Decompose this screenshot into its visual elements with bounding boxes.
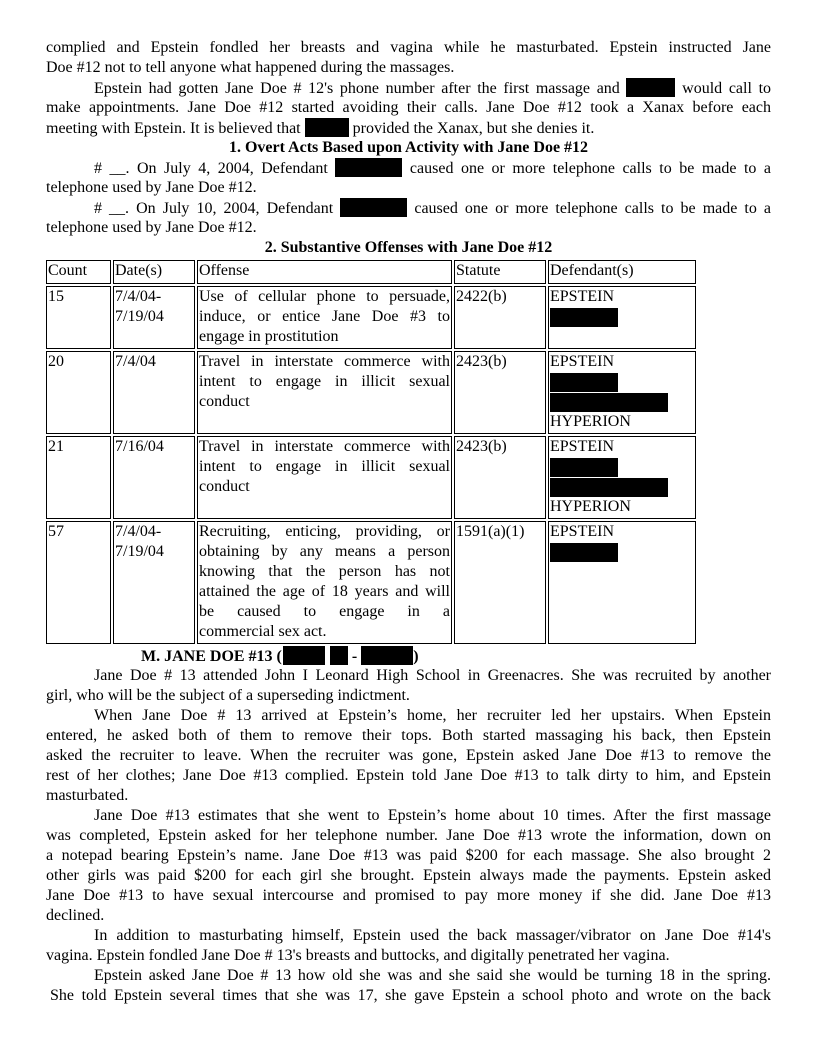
offense-cell: Travel in interstate commerce with intent to engage in illicit sexual conduct: [197, 351, 452, 434]
redaction-block: [550, 458, 618, 477]
date-cell: 7/16/04: [113, 436, 195, 519]
paragraph-line: masturbated.: [46, 787, 129, 804]
redaction-block: [550, 478, 668, 497]
offense-cell: Recruiting, enticing, providing, or obtaining by any means a person knowing that the person has not attained the age of 18 years and will be caused to engage in a commercial sex act.: [197, 521, 452, 644]
defendant-cell: EPSTEIN HYPERION: [548, 436, 696, 519]
column-header: Count: [46, 260, 111, 284]
paragraph-line: rest of her clothes; Jane Doe #13 complied. Epstein told Jane Doe #13 to talk dirty to him, and Epstein: [46, 767, 771, 784]
redaction-block: [340, 198, 407, 217]
table-row: [46, 436, 696, 519]
date-cell: 7/4/04- 7/19/04: [113, 286, 195, 349]
paragraph-line: asked the recruiter to leave. When the recruiter was gone, Epstein asked Jane Doe #13 to remove the: [46, 747, 771, 764]
table-row: [46, 286, 696, 349]
column-header: Statute: [454, 260, 546, 284]
redaction-block: [330, 646, 348, 665]
paragraph-line: declined.: [46, 907, 105, 924]
count-cell: 21: [46, 436, 111, 519]
statute-cell: 2423(b): [454, 436, 546, 519]
paragraph-line: When Jane Doe # 13 arrived at Epstein’s home, her recruiter led her upstairs. When Epstein: [94, 707, 771, 724]
paragraph-line: Epstein asked Jane Doe # 13 how old she was and she said she would be turning 18 in the spring.: [94, 967, 771, 984]
paragraph-line: Jane Doe # 13 attended John I Leonard High School in Greenacres. She was recruited by another: [94, 667, 771, 684]
redaction-block: [361, 646, 413, 665]
redaction-block: [550, 308, 618, 327]
count-cell: 20: [46, 351, 111, 434]
table-header-row: [46, 260, 696, 284]
paragraph-line: complied and Epstein fondled her breasts and vagina while he masturbated. Epstein instructed Jane: [46, 39, 771, 56]
column-header: Defendant(s): [548, 260, 696, 284]
table-row: [46, 351, 696, 434]
redaction-block: [550, 543, 618, 562]
paragraph-line: Jane Doe #13 to have sexual intercourse and promised to pay more money if she did. Jane Doe #13: [46, 887, 771, 904]
paragraph-line: Jane Doe #13 estimates that she went to Epstein’s home about 10 times. After the first massage: [94, 807, 771, 824]
redaction-block: [626, 78, 675, 97]
section-heading: M. JANE DOE #13 ( - ): [141, 648, 419, 665]
defendant-cell: EPSTEIN: [548, 286, 696, 349]
paragraph-line: Doe #12 not to tell anyone what happened during the massages.: [46, 59, 455, 76]
section-heading: 1. Overt Acts Based upon Activity with Jane Doe #12: [228, 139, 589, 156]
offense-cell: Use of cellular phone to persuade, induce, or entice Jane Doe #3 to engage in prostitution: [197, 286, 452, 349]
statute-cell: 2423(b): [454, 351, 546, 434]
redaction-block: [305, 118, 349, 137]
count-cell: 15: [46, 286, 111, 349]
redaction-block: [335, 158, 402, 177]
redaction-block: [550, 373, 618, 392]
defendant-cell: EPSTEIN HYPERION: [548, 351, 696, 434]
statute-cell: 2422(b): [454, 286, 546, 349]
paragraph-line: entered, he asked both of them to remove their tops. Both started massaging his back, then Epstein: [46, 727, 771, 744]
redaction-block: [283, 646, 325, 665]
paragraph-line: other girls was paid $200 for each girl she brought. Epstein always made the payments. Epstein asked: [46, 867, 771, 884]
paragraph-line: She told Epstein several times that she was 17, she gave Epstein a school photo and wrote on the back: [50, 987, 771, 1004]
date-cell: 7/4/04: [113, 351, 195, 434]
overt-act-line: telephone used by Jane Doe #12.: [46, 179, 257, 196]
offense-cell: Travel in interstate commerce with intent to engage in illicit sexual conduct: [197, 436, 452, 519]
overt-act-line: # __. On July 10, 2004, Defendant caused one or more telephone calls to be made to a: [94, 200, 772, 217]
offenses-table: [44, 258, 698, 646]
date-cell: 7/4/04- 7/19/04: [113, 521, 195, 644]
redaction-block: [550, 393, 668, 412]
paragraph-line: vagina. Epstein fondled Jane Doe # 13's breasts and buttocks, and digitally penetrated her vagina.: [46, 947, 670, 964]
paragraph-line: a notepad bearing Epstein’s name. Jane Doe #13 was paid $200 for each massage. She also brought 2: [46, 847, 771, 864]
paragraph-line: In addition to masturbating himself, Epstein used the back massager/vibrator on Jane Doe #14's: [94, 927, 771, 944]
paragraph-line: Epstein had gotten Jane Doe # 12's phone number after the first massage and would call to: [94, 80, 772, 97]
table-row: [46, 521, 696, 644]
count-cell: 57: [46, 521, 111, 644]
overt-act-line: telephone used by Jane Doe #12.: [46, 219, 257, 236]
overt-act-line: # __. On July 4, 2004, Defendant caused one or more telephone calls to be made to a: [94, 160, 772, 177]
defendant-cell: EPSTEIN: [548, 521, 696, 644]
paragraph-line: girl, who will be the subject of a superseding indictment.: [46, 687, 410, 704]
paragraph-line: meeting with Epstein. It is believed that provided the Xanax, but she denies it.: [46, 120, 595, 137]
statute-cell: 1591(a)(1): [454, 521, 546, 644]
column-header: Offense: [197, 260, 452, 284]
paragraph-line: make appointments. Jane Doe #12 started avoiding their calls. Jane Doe #12 took a Xanax before each: [46, 99, 771, 116]
column-header: Date(s): [113, 260, 195, 284]
section-heading: 2. Substantive Offenses with Jane Doe #12: [264, 239, 553, 256]
paragraph-line: was completed, Epstein asked for her telephone number. Jane Doe #13 wrote the information, down on: [46, 827, 771, 844]
